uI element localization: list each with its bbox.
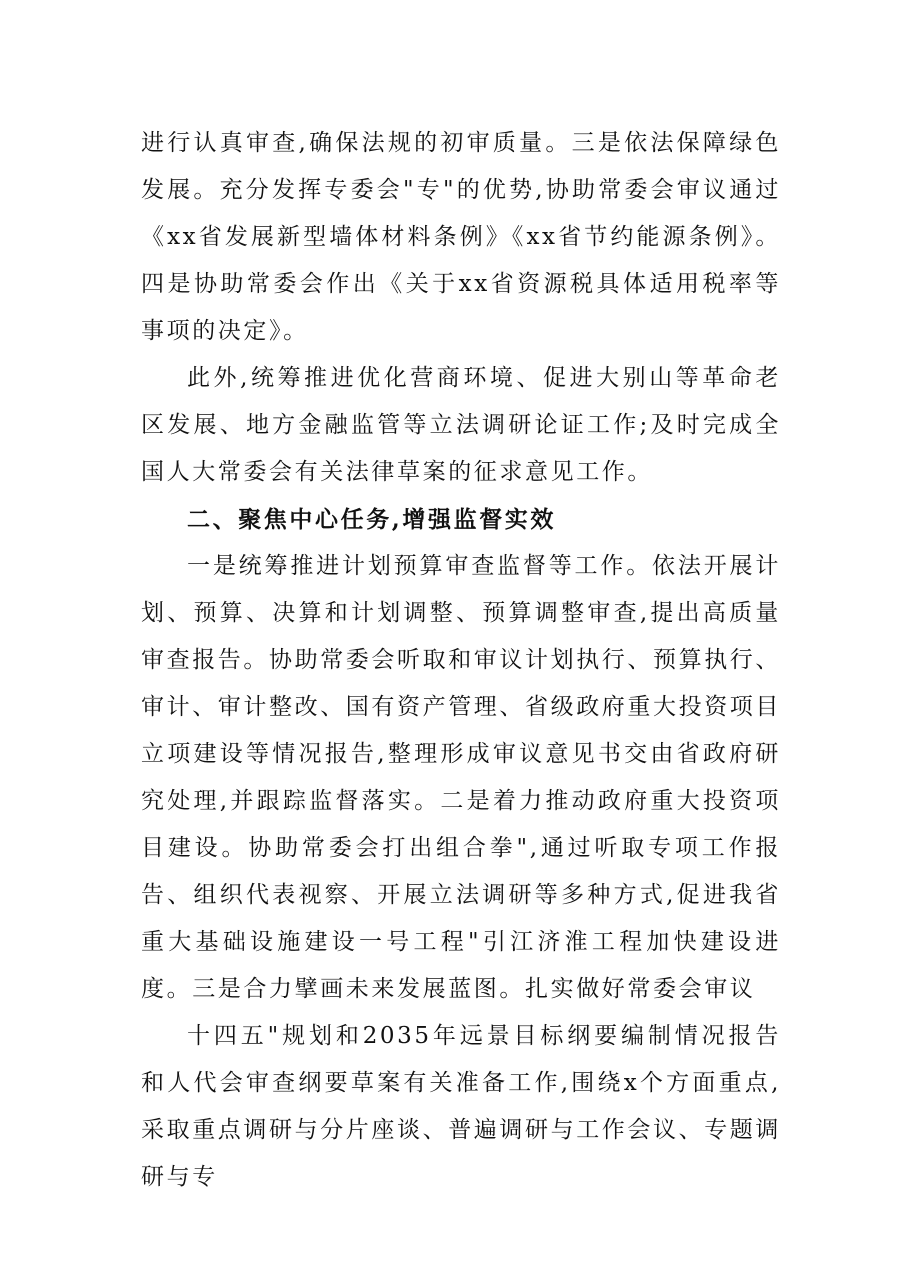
paragraph-five-year-plan: 十四五"规划和2035年远景目标纲要编制情况报告和人代会审查纲要草案有关准备工作,围绕x个方面重点,采取重点调研与分片座谈、普遍调研与工作会议、专题调研与专 (141, 1023, 781, 1190)
paragraph-legislation-review: 进行认真审查,确保法规的初审质量。三是依法保障绿色发展。充分发挥专委会"专"的优势,协助常委会审议通过《xx省发展新型墙体材料条例》《xx省节约能源条例》。四是协助常委会作出《关于xx省资源税具体适用税率等事项的决定》。 (141, 130, 781, 344)
paragraph-additional-work: 此外,统筹推进优化营商环境、促进大别山等革命老区发展、地方金融监管等立法调研论证工作;及时完成全国人大常委会有关法律草案的征求意见工作。 (141, 365, 781, 485)
section-heading-supervision: 二、聚焦中心任务,增强监督实效 (187, 506, 557, 533)
paragraph-budget-supervision: 一是统筹推进计划预算审查监督等工作。依法开展计划、预算、决算和计划调整、预算调整审查,提出高质量审查报告。协助常委会听取和审议计划执行、预算执行、审计、审计整改、国有资产管理、省级政府重大投资项目立项建设等情况报告,整理形成审议意见书交由省政府研究处理,并跟踪监督落实。二是着力推动政府重大投资项目建设。协助常委会打出组合拳",通过听取专项工作报告、组织代表视察、开展立法调研等多种方式,促进我省重大基础设施建设一号工程"引江济淮工程加快建设进度。三是合力擘画未来发展蓝图。扎实做好常委会审议 (141, 553, 781, 1002)
document-body (141, 120, 781, 1201)
